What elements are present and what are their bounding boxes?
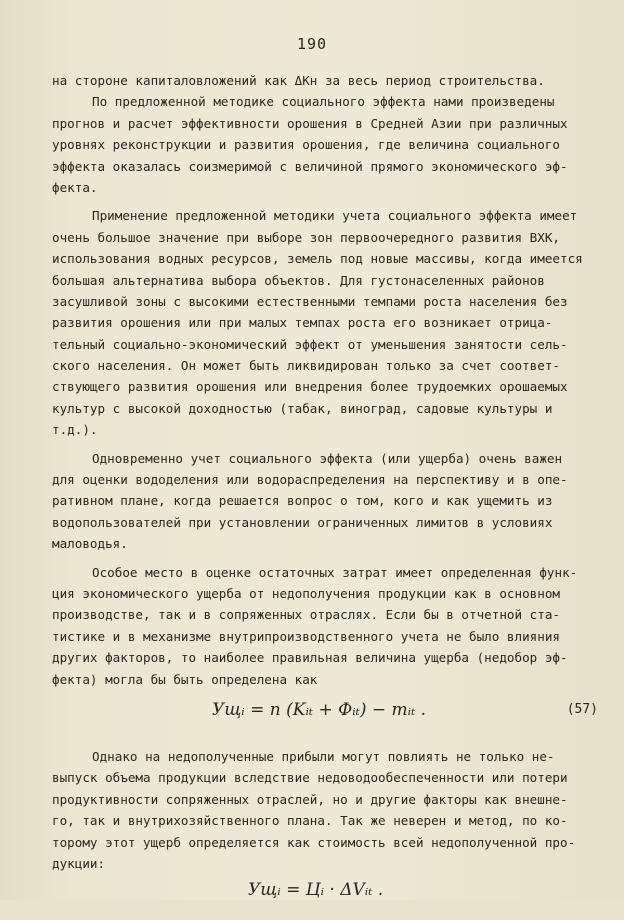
text-line: ствующего развития орошения или внедрения более трудоемких орошаемых: [52, 379, 568, 395]
text-line: эффекта оказалась соизмеримой с величиной прямого экономического эф-: [52, 158, 568, 174]
formula-57-expression: Ущᵢ = n (Kᵢₜ + Фᵢₜ) − mᵢₜ .: [212, 699, 427, 720]
text-line: Однако на недополученные прибыли могут повлиять не только не-: [92, 748, 555, 764]
text-line: Особое место в оценке остаточных затрат имеет определенная функ-: [92, 564, 578, 580]
text-line: производстве, так и в сопряженных отраслях. Если бы в отчетной ста-: [52, 607, 560, 623]
formula-loss-expression: Ущᵢ = Цᵢ · ΔVᵢₜ .: [248, 880, 384, 901]
text-line: фекта.: [52, 179, 98, 195]
text-line: По предложенной методике социального эффекта нами произведены: [92, 94, 555, 110]
text-line: уровнях реконструкции и развития орошения, где величина социального: [52, 137, 560, 153]
page-number: 190: [296, 35, 328, 53]
formula-57: [52, 690, 608, 746]
text-line: го, так и внутрихозяйственного плана. Так же неверен и метод, по ко-: [52, 813, 568, 829]
text-line: на стороне капиталовложений как ΔКн за весь период строительства.: [52, 73, 545, 88]
text-line: засушливой зоны с высокими естественными темпами роста населения без: [52, 293, 568, 309]
text-line: ративном плане, когда решается вопрос о том, кого и как ущемить из: [52, 493, 553, 509]
body-text: [52, 70, 608, 920]
text-line: т.д.).: [52, 422, 98, 438]
text-line: прогнов и расчет эффективности орошения в Средней Азии при различных: [52, 115, 568, 131]
text-line: выпуск объема продукции вследствие недоводообеспеченности или потери: [52, 770, 568, 786]
text-line: очень большое значение при выборе зон первоочередного развития ВХК,: [52, 229, 560, 245]
text-line: ского населения. Он может быть ликвидирован только за счет соответ-: [52, 358, 560, 374]
text-line: других факторов, то наиболее правильная величина ущерба (недобор эф-: [52, 650, 568, 666]
text-line: использования водных ресурсов, земель под новые массивы, когда имеется: [52, 251, 583, 267]
text-line: Одновременно учет социального эффекта (или ущерба) очень важен: [92, 450, 563, 466]
text-line: ция экономического ущерба от недополучения продукции как в основном: [52, 585, 560, 601]
text-line: торому этот ущерб определяется как стоимость всей недополученной про-: [52, 834, 576, 850]
text-line: водопользователей при установлении ограниченных лимитов в условиях: [52, 514, 553, 530]
text-line: тельный социально-экономический эффект от уменьшения занятости сель-: [52, 336, 568, 352]
text-line: большая альтернатива выбора объектов. Для густонаселенных районов: [52, 272, 545, 288]
text-line: тистике и в механизме внутрипроизводственного учета не было влияния: [52, 628, 560, 644]
text-line: фекта) могла бы быть определена как: [52, 671, 318, 687]
formula-loss: [52, 874, 608, 920]
text-line: развития орошения или при малых темпах роста его возникает отрица-: [52, 315, 553, 331]
text-line: продуктивности сопряженных отраслей, но и другие факторы как внешне-: [52, 791, 568, 807]
text-line: маловодья.: [52, 536, 128, 552]
formula-57-number: (57): [566, 701, 598, 717]
text-line: для оценки вододеления или водораспределения на перспективу и в опе-: [52, 472, 568, 488]
text-line: дукции:: [52, 855, 106, 871]
text-line: Применение предложенной методики учета социального эффекта имеет: [92, 208, 578, 224]
text-line: культур с высокой доходностью (табак, виноград, садовые культуры и: [52, 400, 553, 416]
